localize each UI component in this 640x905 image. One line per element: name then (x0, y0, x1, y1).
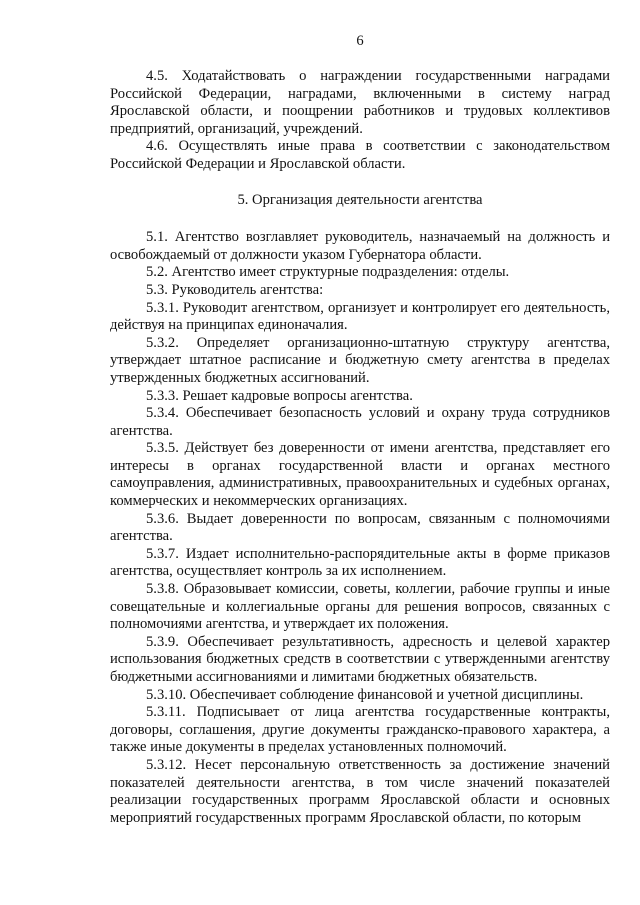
paragraph: 5.3.7. Издает исполнительно-распорядительные акты в форме приказов агентства, осуществляет контроль за их исполнением. (110, 545, 610, 580)
paragraph: 5.1. Агентство возглавляет руководитель, назначаемый на должность и освобождаемый от должности указом Губернатора области. (110, 229, 610, 263)
paragraph: 5.3. Руководитель агентства: (146, 281, 324, 298)
paragraph: 5.3.1. Руководит агентством, организует и контролирует его деятельность, действуя на принципах единоначалия. (110, 299, 610, 334)
paragraph: 5.3.11. Подписывает от лица агентства государственные контракты, договоры, соглашения, другие документы гражданско-правового характера, а также иные документы в пределах установленных полномочий. (110, 704, 610, 756)
paragraph: 5.3.6. Выдает доверенности по вопросам, связанным с полномочиями агентства. (110, 510, 610, 545)
paragraph: 5.3.3. Решает кадровые вопросы агентства. (146, 387, 413, 404)
paragraph: 5.3.12. Несет персональную ответственность за достижение значений показателей деятельности агентства, в том числе значений показателей реализации государственных программ Ярославской области и основных мероприятий государственных программ Ярославской области, по которым (110, 756, 610, 826)
paragraph: 5.3.10. Обеспечивает соблюдение финансовой и учетной дисциплины. (146, 686, 584, 703)
paragraph: 4.5. Ходатайствовать о награждении государственными наградами Российской Федерации, наградами, включенными в систему наград Ярославской области, и поощрении работников и трудовых коллективов предприятий, организаций, учреждений. (110, 68, 610, 137)
paragraph: 5.3.8. Образовывает комиссии, советы, коллегии, рабочие группы и иные совещательные и коллегиальные органы для решения вопросов, связанных с полномочиями агентства, и утверждает их положения. (110, 581, 610, 633)
paragraph: 5.3.9. Обеспечивает результативность, адресность и целевой характер использования бюджетных средств в соответствии с утвержденными агентству бюджетными ассигнованиями и лимитами бюджетных обязательств. (110, 633, 610, 685)
paragraph: 4.6. Осуществлять иные права в соответствии с законодательством Российской Федерации и Ярославской области. (110, 138, 610, 172)
paragraph: 5.3.5. Действует без доверенности от имени агентства, представляет его интересы в органах государственной власти и органах местного самоуправления, административных, правоохранительных и судебных органах, коммерческих и некоммерческих организациях. (110, 440, 610, 510)
page-number: 6 (356, 33, 364, 49)
paragraph: 5.3.4. Обеспечивает безопасность условий и охрану труда сотрудников агентства. (110, 405, 610, 439)
paragraph: 5.2. Агентство имеет структурные подразделения: отделы. (146, 264, 510, 281)
section-heading: 5. Организация деятельности агентства (237, 191, 483, 208)
document-body (110, 68, 610, 827)
paragraph: 5.3.2. Определяет организационно-штатную структуру агентства, утверждает штатное расписание и бюджетную смету агентства в пределах утвержденных бюджетных ассигнований. (110, 334, 610, 386)
